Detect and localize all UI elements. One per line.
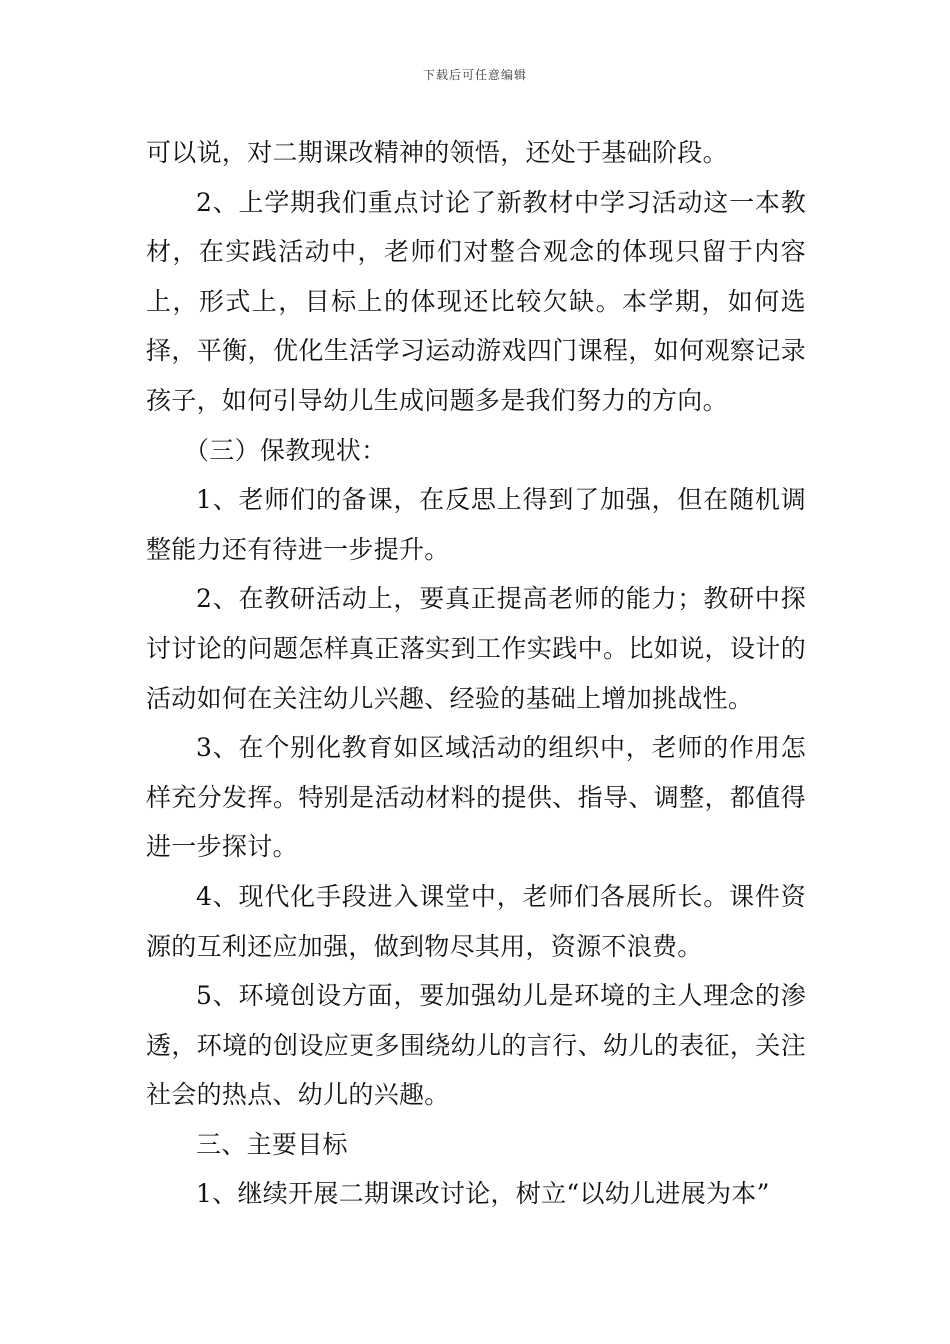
paragraph-6: 4、现代化手段进入课堂中，老师们各展所长。课件资源的互利还应加强，做到物尽其用，资源不浪费。 [146,881,806,961]
paragraph-8: 1、继续开展二期课改讨论，树立“以幼儿进展为本” [196,1179,770,1209]
paragraph-3: 1、老师们的备课，在反思上得到了加强，但在随机调整能力还有待进一步提升。 [146,485,806,564]
section-heading-status: （三）保教现状： [184,435,387,465]
document-body [146,128,806,1219]
page-header-note: 下载后可任意编辑 [422,68,527,82]
paragraph-2: 2、上学期我们重点讨论了新教材中学习活动这一本教材，在实践活动中，老师们对整合观念的体现只留于内容上，形式上，目标上的体现还比较欠缺。本学期，如何选择，平衡，优化生活学习运动游戏四门课程，如何观察记录孩子，如何引导幼儿生成问题多是我们努力的方向。 [146,187,806,415]
paragraph-7: 5、环境创设方面，要加强幼儿是环境的主人理念的渗透，环境的创设应更多围绕幼儿的言行、幼儿的表征，关注社会的热点、幼儿的兴趣。 [146,981,806,1110]
section-heading-goals: 三、主要目标 [196,1129,348,1159]
paragraph-4: 2、在教研活动上，要真正提高老师的能力；教研中探讨讨论的问题怎样真正落实到工作实践中。比如说，设计的活动如何在关注幼儿兴趣、经验的基础上增加挑战性。 [146,584,806,713]
paragraph-5: 3、在个别化教育如区域活动的组织中，老师的作用怎样充分发挥。特别是活动材料的提供、指导、调整，都值得进一步探讨。 [146,733,806,862]
paragraph-1: 可以说，对二期课改精神的领悟，还处于基础阶段。 [146,138,728,167]
